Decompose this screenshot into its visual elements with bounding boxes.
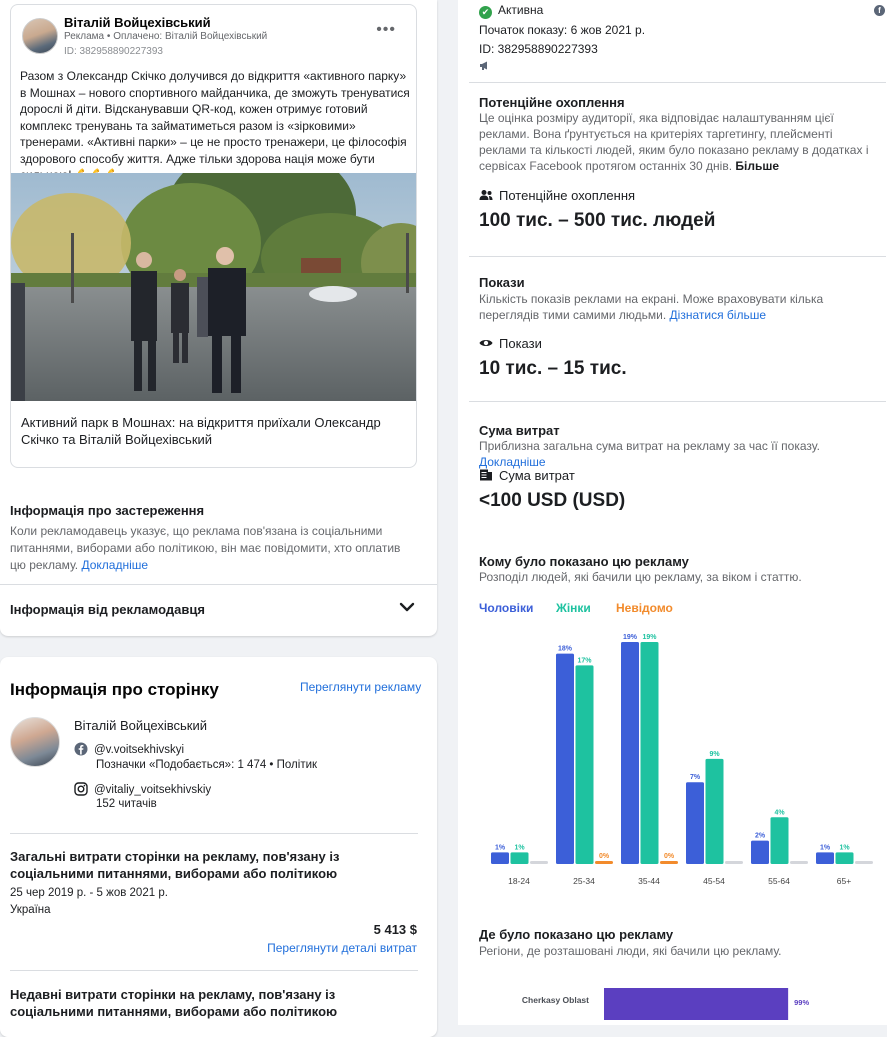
total-spend-dates: 25 чер 2019 р. - 5 жов 2021 р.	[10, 887, 168, 899]
legend-women[interactable]: Жінки	[556, 601, 591, 615]
bar-value-label: 1%	[514, 844, 525, 852]
instagram-handle-row	[74, 782, 211, 796]
ad-details-column	[0, 0, 438, 1025]
disclaimer-title: Інформація про застереження	[10, 503, 205, 518]
total-spend-title: Загальні витрати сторінки на рекламу, пов'язану із соціальними питаннями, виборами або політикою	[10, 849, 340, 881]
bar-value-label: 1%	[819, 844, 831, 852]
bar-value-label: 17%	[577, 657, 592, 665]
region-percent: 99%	[794, 998, 810, 1007]
advertiser-info-toggle[interactable]: Інформація від рекламодавця	[10, 602, 205, 617]
age-tick-label: 65+	[836, 876, 852, 886]
ad-page-name[interactable]: Віталій Войцехівський	[64, 15, 211, 30]
bar-35-44-1[interactable]	[641, 642, 659, 864]
bar-value-label: 1%	[494, 844, 506, 852]
page-info-card	[0, 657, 437, 1037]
eye-icon	[479, 337, 493, 349]
reach-label	[479, 188, 635, 203]
bar-65+-1[interactable]	[836, 852, 854, 864]
regions-description: Регіони, де розташовані люди, які бачили цю рекламу.	[479, 944, 782, 958]
instagram-followers: 152 читачів	[96, 798, 157, 810]
region-name: Cherkasy Oblast	[521, 995, 589, 1005]
disclaimer-body: Коли рекламодавець указує, що реклама пов'язана із соціальними питаннями, виборами або політикою, він має повідомити, хто оплатив цю рекламу.	[10, 524, 401, 572]
ad-id: ID: 382958890227393	[64, 46, 163, 57]
megaphone-icon	[479, 61, 490, 70]
bar-value-label: 19%	[622, 634, 638, 641]
age-tick-label: 18-24	[508, 876, 530, 886]
divider	[0, 584, 437, 585]
impressions-label	[479, 336, 542, 351]
spend-label	[479, 468, 575, 483]
page-info-title: Інформація про сторінку	[10, 680, 219, 699]
bar-value-label: 2%	[754, 832, 766, 840]
reach-desc-text: Це оцінка розміру аудиторії, яка відповідає налаштуванням цієї реклами. Вона ґрунтується на критеріях таргетингу, плейсменті реклами та кількості людей, яким було показано рекламу в додатках і сервісах Facebook протягом останніх 30 днів.	[479, 111, 869, 173]
bar-35-44-0[interactable]	[621, 642, 639, 864]
paid-by-label: Оплачено: Віталій Войцехівський	[113, 31, 268, 42]
disclaimer-more-link[interactable]: Докладніше	[81, 558, 149, 572]
receipt-icon	[479, 469, 493, 481]
facebook-icon	[74, 742, 88, 756]
active-check-icon: ✔	[479, 6, 492, 19]
divider	[10, 970, 418, 971]
instagram-icon	[74, 782, 88, 796]
spend-details-link[interactable]: Переглянути деталі витрат	[267, 941, 417, 955]
impressions-value: 10 тис. – 15 тис.	[479, 358, 627, 379]
disclaimer-section	[10, 503, 410, 574]
bar-value-label: 0%	[663, 853, 675, 860]
ad-preview	[10, 4, 417, 468]
instagram-handle[interactable]: @vitaliy_voitsekhivskiy	[94, 784, 212, 796]
more-options-icon[interactable]: •••	[376, 21, 396, 38]
bar-value-label: 4%	[774, 809, 785, 817]
age-tick-label: 45-54	[703, 876, 725, 886]
ad-link-caption[interactable]: Активний парк в Мошнах: на відкриття приїхали Олександр Скічко та Віталій Войцехівський	[21, 415, 381, 447]
bar-45-54-2[interactable]	[725, 861, 743, 864]
bar-value-label: 19%	[642, 634, 657, 641]
demographics-description: Розподіл людей, які бачили цю рекламу, за віком і статтю.	[479, 570, 802, 584]
impressions-title: Покази	[479, 275, 525, 290]
recent-spend-title: Недавні витрати сторінки на рекламу, пов'язану із соціальними питаннями, виборами або політикою	[10, 987, 338, 1019]
spend-value: <100 USD (USD)	[479, 490, 626, 511]
bar-value-label: 9%	[709, 750, 720, 758]
page-likes: Позначки «Подобається»: 1 474 • Політик	[96, 759, 318, 771]
bar-55-64-1[interactable]	[771, 817, 789, 864]
ad-photo-illustration	[11, 173, 417, 401]
bar-25-34-0[interactable]	[556, 654, 574, 864]
ad-library-id: ID: 382958890227393	[479, 42, 598, 56]
page-info-avatar[interactable]	[10, 717, 60, 767]
reach-value: 100 тис. – 500 тис. людей	[479, 210, 716, 231]
bar-45-54-1[interactable]	[706, 759, 724, 864]
spend-description	[479, 438, 881, 470]
ad-photo[interactable]	[11, 173, 417, 401]
divider	[469, 256, 886, 257]
facebook-handle-row	[74, 742, 184, 756]
bar-25-34-1[interactable]	[576, 665, 594, 864]
reach-description	[479, 110, 881, 174]
bar-value-label: 1%	[839, 844, 850, 852]
sponsored-label: Реклама	[64, 31, 105, 42]
age-tick-label: 35-44	[638, 876, 660, 886]
ad-body-text: Разом з Олександр Скічко долучився до відкриття «активного парку» в Мошнах – нового спортивного майданчика, де зможуть тренуватися дорослі й діти. Відсканувавши QR-код, кожен отримує готовий комплекс тренувань та займатиметься разом із «зірковими» тренерами. «Активні парки» – це не просто тренажери, це філософія здорового способу життя. Адже тільки здорова нація може бути	[20, 69, 410, 166]
bar-65+-2[interactable]	[855, 861, 873, 864]
dot-separator: •	[106, 31, 114, 42]
spend-desc-text: Приблизна загальна сума витрат на рекламу за час її показу.	[479, 439, 820, 453]
facebook-platform-icon: f	[874, 5, 885, 16]
bar-value-label: 0%	[598, 853, 610, 860]
people-icon	[479, 189, 493, 201]
total-spend-amount: 5 413 $	[373, 922, 417, 937]
bar-55-64-0[interactable]	[751, 841, 769, 864]
bar-45-54-0[interactable]	[686, 782, 704, 864]
impressions-description	[479, 291, 881, 323]
age-tick-label: 25-34	[573, 876, 595, 886]
total-spend-country: Україна	[10, 904, 51, 916]
legend-unknown[interactable]: Невідомо	[616, 601, 673, 615]
page-info-name[interactable]: Віталій Войцехівський	[74, 718, 207, 733]
bar-18-24-0[interactable]	[491, 852, 509, 864]
reach-label-text: Потенційне охоплення	[499, 188, 636, 203]
reach-more-link[interactable]: Більше	[735, 159, 780, 173]
age-tick-label: 55-64	[768, 876, 790, 886]
disclaimer-text	[10, 523, 410, 574]
status-active: Активна	[498, 3, 544, 17]
demographics-title: Кому було показано цю рекламу	[479, 554, 689, 569]
spend-label-text: Сума витрат	[499, 468, 575, 483]
ad-status	[479, 3, 543, 19]
bar-25-34-2[interactable]	[595, 861, 613, 864]
divider	[469, 401, 886, 402]
impressions-desc-text: Кількість показів реклами на екрані. Може враховувати кілька переглядів тими самими людьми.	[479, 292, 824, 322]
region-bar-chart	[458, 985, 887, 1025]
spend-more-link[interactable]: Докладніше	[479, 455, 546, 469]
bar-55-64-2[interactable]	[790, 861, 808, 864]
ad-sponsored-line	[64, 31, 267, 42]
bar-18-24-2[interactable]	[530, 861, 548, 864]
spend-title: Сума витрат	[479, 423, 560, 438]
age-gender-bar-chart	[458, 620, 887, 900]
regions-title: Де було показано цю рекламу	[479, 927, 674, 942]
page-avatar[interactable]	[22, 18, 58, 54]
bar-18-24-1[interactable]	[511, 852, 529, 864]
impressions-learn-more-link[interactable]: Дізнатися більше	[669, 308, 767, 322]
view-ads-link[interactable]: Переглянути рекламу	[300, 680, 422, 694]
bar-value-label: 7%	[689, 774, 701, 782]
facebook-handle[interactable]: @v.voitsekhivskyi	[94, 744, 185, 756]
bar-value-label: 18%	[557, 645, 573, 653]
divider	[469, 82, 886, 83]
reach-title: Потенційне охоплення	[479, 95, 625, 110]
divider	[10, 833, 418, 834]
start-date: Початок показу: 6 жов 2021 р.	[479, 23, 646, 37]
impressions-label-text: Покази	[499, 336, 542, 351]
legend-men[interactable]: Чоловіки	[479, 601, 534, 615]
bar-65+-0[interactable]	[816, 852, 834, 864]
region-bar[interactable]	[604, 988, 788, 1020]
chevron-down-icon[interactable]	[398, 600, 416, 614]
bar-35-44-2[interactable]	[660, 861, 678, 864]
